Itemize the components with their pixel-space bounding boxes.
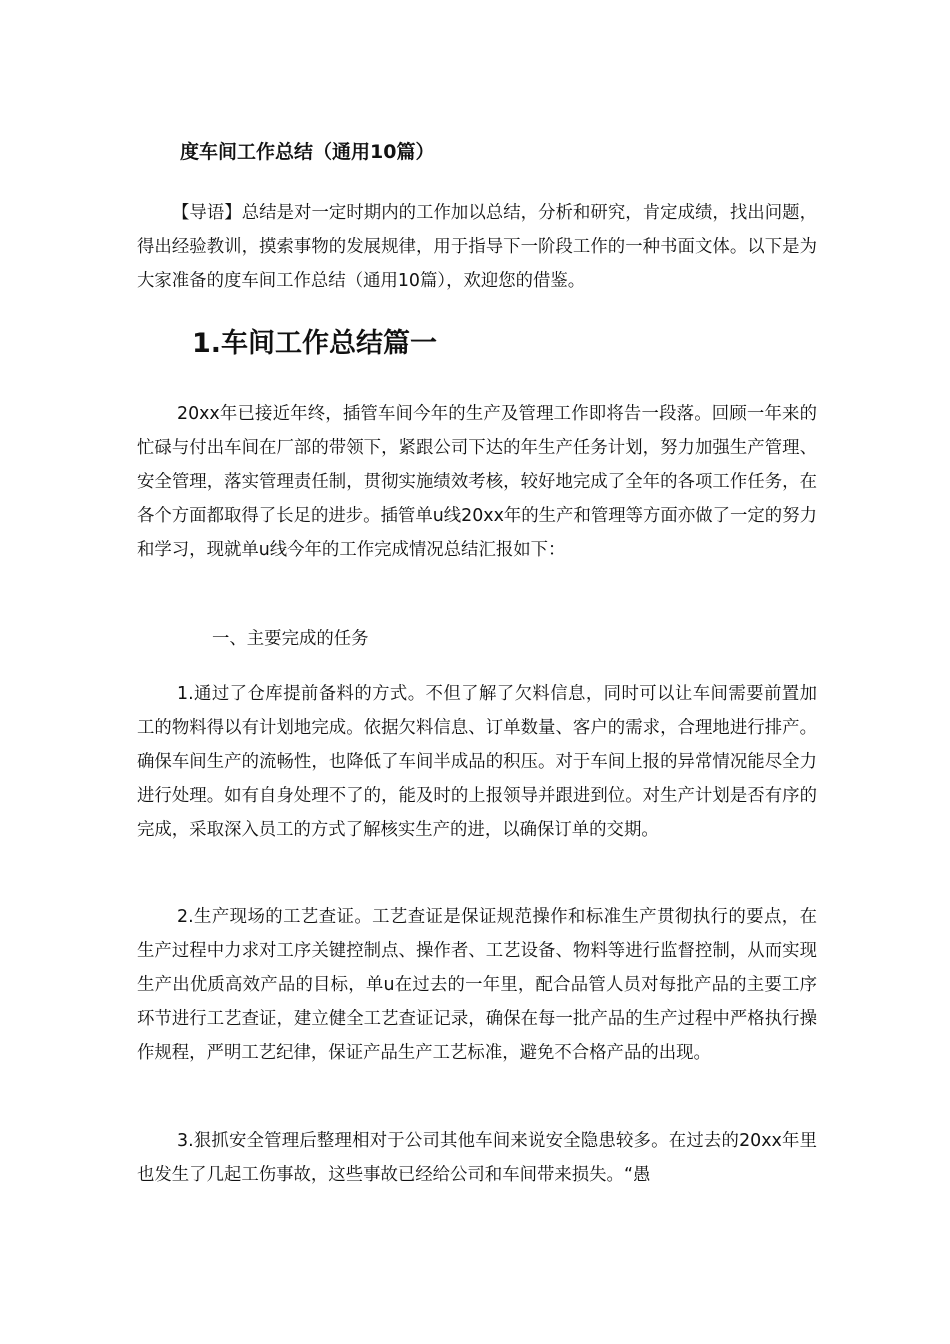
body-paragraph-1: 20xx年已接近年终，插管车间今年的生产及管理工作即将告一段落。回顾一年来的忙碌与付出车间在厂部的带领下，紧跟公司下达的年生产任务计划，努力加强生产管理、安全管理，落实管理责任制，贯彻实施绩效考核，较好地完成了全年的各项工作任务，在各个方面都取得了长足的进步。插管单u线20xx年的生产和管理等方面亦做了一定的努力和学习，现就单u线今年的工作完成情况总结汇报如下： [137,404,817,560]
intro-paragraph: 【导语】总结是对一定时期内的工作加以总结，分析和研究，肯定成绩，找出问题，得出经验教训，摸索事物的发展规律，用于指导下一阶段工作的一种书面文体。以下是为大家准备的度车间工作总结（通用10篇），欢迎您的借鉴。 [137,203,817,291]
document-title: 度车间工作总结（通用10篇） [180,141,435,163]
body-paragraph-4: 3.狠抓安全管理后整理相对于公司其他车间来说安全隐患较多。在过去的20xx年里也发生了几起工伤事故，这些事故已经给公司和车间带来损失。“愚 [137,1131,817,1185]
body-paragraph-2: 1.通过了仓库提前备料的方式。不但了解了欠料信息，同时可以让车间需要前置加工的物料得以有计划地完成。依据欠料信息、订单数量、客户的需求，合理地进行排产。确保车间生产的流畅性，也降低了车间半成品的积压。对于车间上报的异常情况能尽全力进行处理。如有自身处理不了的，能及时的上报领导并跟进到位。对生产计划是否有序的完成，采取深入员工的方式了解核实生产的进，以确保订单的交期。 [137,684,817,840]
section-heading: 1.车间工作总结篇一 [192,328,438,359]
sub-heading: 一、主要完成的任务 [212,629,369,649]
body-paragraph-3: 2.生产现场的工艺查证。工艺查证是保证规范操作和标准生产贯彻执行的要点，在生产过程中力求对工序关键控制点、操作者、工艺设备、物料等进行监督控制，从而实现生产出优质高效产品的目标，单u在过去的一年里，配合品管人员对每批产品的主要工序环节进行工艺查证，建立健全工艺查证记录，确保在每一批产品的生产过程中严格执行操作规程，严明工艺纪律，保证产品生产工艺标准，避免不合格产品的出现。 [137,907,817,1063]
